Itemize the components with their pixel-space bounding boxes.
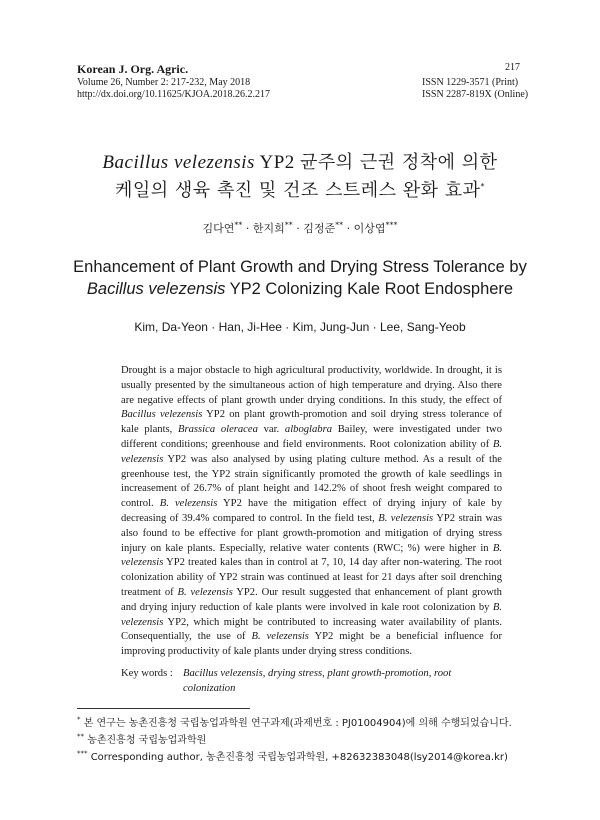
- english-title-line2: [40, 280, 560, 299]
- footnote-divider: [77, 708, 250, 709]
- english-authors: Kim, Da-Yeon · Han, Ji-Hee · Kim, Jung-Jun · Lee, Sang-Yeob: [134, 320, 466, 334]
- abstract-species: B. velezensis: [378, 512, 434, 524]
- abstract-species: B. velezensis: [121, 542, 502, 569]
- korean-title-line2: [40, 176, 560, 202]
- abstract-text: YP2 have the mitigation effect of drying injury of kale by decreasing of 39.4% compared to control. In the field test,: [121, 498, 502, 524]
- korean-author: 김다연: [202, 222, 235, 235]
- abstract-species: B. velezensis: [159, 498, 218, 510]
- abstract-species: B. velezensis: [251, 631, 309, 643]
- english-title-line1: Enhancement of Plant Growth and Drying Stress Tolerance by: [73, 258, 527, 276]
- volume-info: Volume 26, Number 2: 217-232, May 2018: [77, 77, 251, 88]
- abstract-text: Bailey, were investigated under two different conditions; greenhouse and field environments. Root colonization ability of: [121, 424, 502, 450]
- abstract-species: B. velezensis: [177, 586, 233, 598]
- issn-online: ISSN 2287-819X (Online): [422, 89, 529, 100]
- author-mark: ***: [385, 220, 398, 230]
- korean-authors: [40, 220, 560, 236]
- keywords-text: Bacillus velezensis, drying stress, plant growth-promotion, root colonization: [183, 668, 452, 694]
- page-number: 217: [505, 62, 520, 73]
- abstract-text: YP2 on plant growth-promotion and soil drying stress tolerance of kale plants,: [121, 409, 502, 436]
- author-separator: ·: [292, 222, 304, 235]
- korean-author: 이상엽: [353, 222, 386, 235]
- footnote-mark: ***: [77, 749, 88, 758]
- abstract-species: Bacillus velezensis: [121, 409, 203, 421]
- footnote-text: 본 연구는 농촌진흥청 국립농업과학원 연구과제(과제번호 : PJ01004904)에 의해 수행되었습니다.: [83, 718, 512, 729]
- korean-author: 한지희: [252, 222, 285, 235]
- korean-title-line1: [40, 148, 560, 174]
- footnote-mark: *: [77, 715, 81, 724]
- abstract-species: B. velezensis: [121, 438, 502, 465]
- journal-name: Korean J. Org. Agric.: [77, 62, 189, 76]
- korean-author: 김정준: [303, 222, 336, 235]
- footnote-text: Corresponding author, 농촌진흥청 국립농업과학원, +82632383048(lsy2014@korea.kr): [90, 752, 508, 763]
- abstract: [121, 364, 502, 660]
- abstract-species: Brassica oleracea: [178, 424, 258, 436]
- korean-title-strain: YP2: [254, 152, 301, 173]
- footnote-affiliation: [77, 731, 206, 746]
- author-mark: **: [335, 220, 344, 230]
- footnote-text: 농촌진흥청 국립농업과학원: [87, 735, 207, 746]
- abstract-species: alboglabra: [284, 424, 333, 436]
- korean-title-footnote-mark: *: [480, 182, 486, 191]
- issn-print: ISSN 1229-3571 (Print): [422, 77, 519, 88]
- abstract-species: B. velezensis: [121, 601, 502, 628]
- korean-title-species: Bacillus velezensis: [102, 152, 255, 173]
- abstract-text: YP2, which might be contributed to increasing water availability of plants. Consequentially, the use of: [121, 616, 502, 643]
- korean-title-line2-text: 케일의 생육 촉진 및 건조 스트레스 완화 효과: [114, 180, 481, 201]
- footnote-corresponding: [77, 748, 508, 763]
- korean-title-line1-rest: 균주의 근권 정착에 의한: [300, 152, 498, 173]
- footnote-funding: [77, 714, 512, 729]
- author-mark: **: [234, 220, 243, 230]
- footnote-mark: **: [77, 732, 84, 741]
- abstract-text: var.: [257, 424, 285, 436]
- abstract-text: YP2 might be a beneficial influence for improving productivity of kale plants under drying stress conditions.: [121, 631, 502, 658]
- english-title-line2-rest: YP2 Colonizing Kale Root Endosphere: [225, 280, 514, 298]
- abstract-text: YP2 strain was also found to be effective for plant growth-promotion and mitigation of drying stress injury on kale plants. Especially, relative water contents (RWC; %) were higher in: [121, 512, 502, 554]
- abstract-text: Drought is a major obstacle to high agricultural productivity, worldwide. In drought, it is usually presented by the simultaneous action of high temperature and drying. Also there are negative effects of plant growth under drying conditions. In this study, the effect of: [121, 365, 502, 406]
- english-title-species: Bacillus velezensis: [86, 280, 226, 298]
- abstract-text: YP2. Our result suggested that enhancement of plant growth and drying injury reduction of kale plants were involved in kale root colonization by: [121, 586, 502, 613]
- author-separator: ·: [343, 222, 354, 235]
- author-mark: **: [284, 220, 293, 230]
- doi-link[interactable]: http://dx.doi.org/10.11625/KJOA.2018.26.2.217: [77, 89, 271, 100]
- abstract-text: YP2 treated kales than in control at 7, 10, 14 day after non-watering. The root colonization ability of YP2 strain was continued at least for 21 days after soil drenching treatment of: [121, 557, 502, 598]
- keywords-label: Key words :: [121, 668, 173, 679]
- abstract-text: YP2 was also analysed by using plating culture method. As a result of the greenhouse test, the YP2 strain significantly promoted the growth of kale seedlings in increasement of 26.7% of plant height and 142.2% of shoot fresh weight compared to control.: [121, 453, 502, 510]
- author-separator: ·: [242, 222, 253, 235]
